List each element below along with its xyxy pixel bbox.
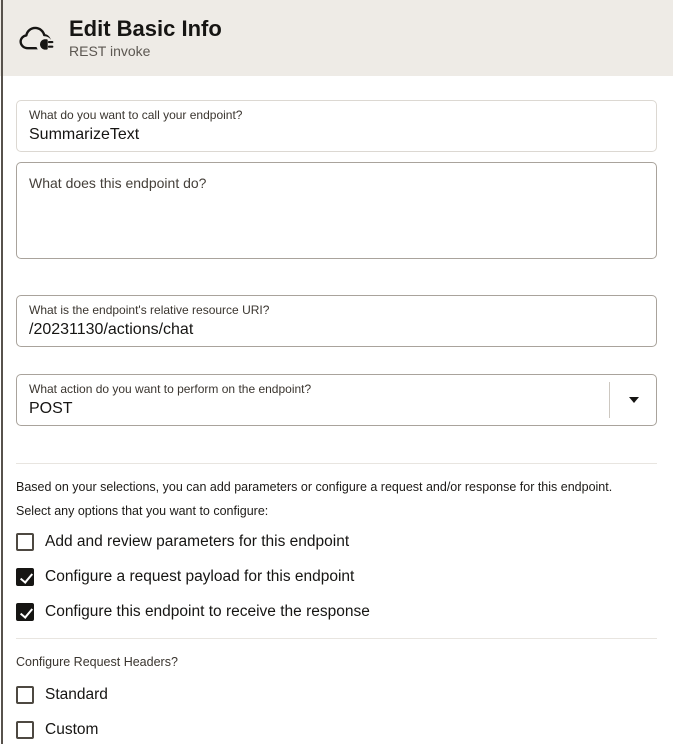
header-row-custom xyxy=(16,720,657,740)
request-headers-question: Configure Request Headers? xyxy=(16,655,178,669)
custom-headers-checkbox-label: Custom xyxy=(45,721,99,738)
parameters-checkbox-label: Add and review parameters for this endpoint xyxy=(45,533,350,550)
dropdown-arrow-button[interactable] xyxy=(611,375,656,425)
action-selected-value: POST xyxy=(29,400,73,417)
section-divider xyxy=(16,638,657,639)
chevron-down-icon xyxy=(629,397,639,403)
page-title: Edit Basic Info xyxy=(69,16,222,41)
response-checkbox-label: Configure this endpoint to receive the response xyxy=(45,603,370,620)
action-select-label: What action do you want to perform on the endpoint? xyxy=(29,382,312,396)
action-select-field[interactable] xyxy=(16,374,657,426)
panel-body xyxy=(0,100,673,740)
option-row-parameters xyxy=(16,532,657,552)
custom-headers-checkbox[interactable] xyxy=(16,721,34,739)
option-row-request-payload xyxy=(16,567,657,587)
standard-headers-checkbox-label: Standard xyxy=(45,686,108,703)
endpoint-description-wrapper xyxy=(16,162,657,259)
request-payload-checkbox[interactable] xyxy=(16,568,34,586)
endpoint-name-input[interactable] xyxy=(29,125,644,145)
options-intro-text: Based on your selections, you can add parameters or configure a request and/or response for this endpoint. xyxy=(16,480,613,494)
request-payload-checkbox-label: Configure a request payload for this endpoint xyxy=(45,568,355,585)
standard-headers-checkbox[interactable] xyxy=(16,686,34,704)
parameters-checkbox[interactable] xyxy=(16,533,34,551)
dropdown-separator xyxy=(609,382,610,418)
options-prompt-text: Select any options that you want to configure: xyxy=(16,504,269,518)
header-titles xyxy=(69,16,222,60)
header-row-standard xyxy=(16,685,657,705)
endpoint-name-label: What do you want to call your endpoint? xyxy=(29,108,243,122)
resource-uri-label: What is the endpoint's relative resource URI? xyxy=(29,303,270,317)
resource-uri-input[interactable] xyxy=(29,320,644,340)
endpoint-name-field[interactable] xyxy=(16,100,657,152)
page-subtitle: REST invoke xyxy=(69,43,151,59)
option-row-response xyxy=(16,602,657,622)
response-checkbox[interactable] xyxy=(16,603,34,621)
section-divider xyxy=(16,463,657,464)
resource-uri-field[interactable] xyxy=(16,295,657,347)
panel-header xyxy=(0,0,673,76)
endpoint-description-textarea[interactable] xyxy=(16,162,657,259)
rest-cloud-plug-icon xyxy=(17,20,57,57)
